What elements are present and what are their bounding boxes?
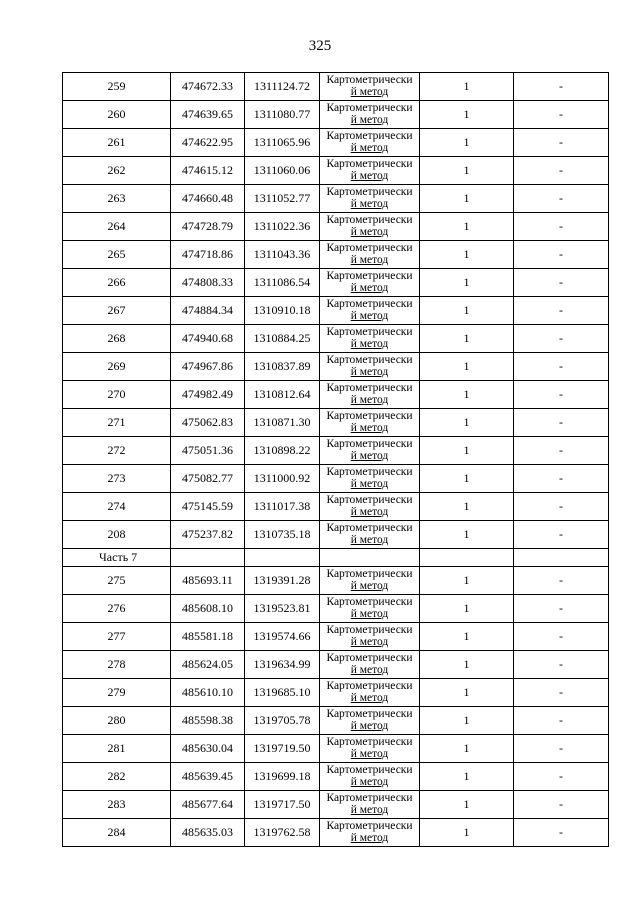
description-cell: - xyxy=(514,381,609,409)
y-coordinate-cell: 1310884.25 xyxy=(245,325,320,353)
accuracy-cell: 1 xyxy=(420,353,514,381)
method-text-line1: Картометрически xyxy=(326,596,413,608)
point-number-cell: 273 xyxy=(63,465,171,493)
method-text-line1: Картометрически xyxy=(326,326,413,338)
method-text-line1: Картометрически xyxy=(326,820,413,832)
accuracy-cell: 1 xyxy=(420,521,514,549)
description-cell: - xyxy=(514,325,609,353)
table-row xyxy=(63,381,609,409)
point-number-cell: 271 xyxy=(63,409,171,437)
empty-cell xyxy=(245,549,320,567)
method-text-line1: Картометрически xyxy=(326,298,413,310)
accuracy-cell: 1 xyxy=(420,185,514,213)
accuracy-cell: 1 xyxy=(420,651,514,679)
method-cell xyxy=(320,213,420,241)
point-number-cell: 262 xyxy=(63,157,171,185)
description-cell: - xyxy=(514,297,609,325)
y-coordinate-cell: 1311086.54 xyxy=(245,269,320,297)
method-text-line2: й метод xyxy=(350,226,389,238)
method-text-line1: Картометрически xyxy=(326,102,413,114)
accuracy-cell: 1 xyxy=(420,73,514,101)
x-coordinate-cell: 475145.59 xyxy=(171,493,245,521)
table-row xyxy=(63,521,609,549)
method-cell xyxy=(320,679,420,707)
method-text-line1: Картометрически xyxy=(326,792,413,804)
method-text-line2: й метод xyxy=(350,506,389,518)
x-coordinate-cell: 474639.65 xyxy=(171,101,245,129)
table-row xyxy=(63,297,609,325)
empty-cell xyxy=(514,549,609,567)
point-number-cell: 263 xyxy=(63,185,171,213)
x-coordinate-cell: 475051.36 xyxy=(171,437,245,465)
point-number-cell: 284 xyxy=(63,819,171,847)
point-number-cell: 266 xyxy=(63,269,171,297)
method-cell xyxy=(320,157,420,185)
y-coordinate-cell: 1310735.18 xyxy=(245,521,320,549)
point-number-cell: 208 xyxy=(63,521,171,549)
x-coordinate-cell: 475237.82 xyxy=(171,521,245,549)
method-text-line1: Картометрически xyxy=(326,522,413,534)
method-text-line2: й метод xyxy=(350,142,389,154)
accuracy-cell: 1 xyxy=(420,707,514,735)
accuracy-cell: 1 xyxy=(420,465,514,493)
point-number-cell: 280 xyxy=(63,707,171,735)
method-cell xyxy=(320,567,420,595)
accuracy-cell: 1 xyxy=(420,409,514,437)
description-cell: - xyxy=(514,353,609,381)
y-coordinate-cell: 1310812.64 xyxy=(245,381,320,409)
description-cell: - xyxy=(514,595,609,623)
point-number-cell: 265 xyxy=(63,241,171,269)
method-text-line1: Картометрически xyxy=(326,214,413,226)
y-coordinate-cell: 1319391.28 xyxy=(245,567,320,595)
method-cell xyxy=(320,409,420,437)
point-number-cell: 264 xyxy=(63,213,171,241)
table-row xyxy=(63,763,609,791)
table-row xyxy=(63,353,609,381)
table-row xyxy=(63,567,609,595)
method-text-line1: Картометрически xyxy=(326,158,413,170)
method-text-line2: й метод xyxy=(350,450,389,462)
table-row xyxy=(63,157,609,185)
method-cell xyxy=(320,623,420,651)
method-text-line2: й метод xyxy=(350,254,389,266)
x-coordinate-cell: 485677.64 xyxy=(171,791,245,819)
x-coordinate-cell: 485598.38 xyxy=(171,707,245,735)
y-coordinate-cell: 1311000.92 xyxy=(245,465,320,493)
x-coordinate-cell: 474660.48 xyxy=(171,185,245,213)
accuracy-cell: 1 xyxy=(420,297,514,325)
method-text-line2: й метод xyxy=(350,748,389,760)
method-text-line2: й метод xyxy=(350,580,389,592)
description-cell: - xyxy=(514,735,609,763)
method-text-line2: й метод xyxy=(350,534,389,546)
method-cell xyxy=(320,437,420,465)
description-cell: - xyxy=(514,763,609,791)
method-text-line1: Картометрически xyxy=(326,466,413,478)
table-row xyxy=(63,791,609,819)
x-coordinate-cell: 474940.68 xyxy=(171,325,245,353)
method-text-line1: Картометрически xyxy=(326,130,413,142)
method-text-line1: Картометрически xyxy=(326,568,413,580)
description-cell: - xyxy=(514,157,609,185)
method-text-line2: й метод xyxy=(350,804,389,816)
y-coordinate-cell: 1319705.78 xyxy=(245,707,320,735)
y-coordinate-cell: 1310837.89 xyxy=(245,353,320,381)
accuracy-cell: 1 xyxy=(420,623,514,651)
y-coordinate-cell: 1310871.30 xyxy=(245,409,320,437)
x-coordinate-cell: 485635.03 xyxy=(171,819,245,847)
accuracy-cell: 1 xyxy=(420,819,514,847)
empty-cell xyxy=(171,549,245,567)
point-number-cell: 279 xyxy=(63,679,171,707)
method-cell xyxy=(320,353,420,381)
table-row xyxy=(63,213,609,241)
method-text-line1: Картометрически xyxy=(326,242,413,254)
accuracy-cell: 1 xyxy=(420,381,514,409)
y-coordinate-cell: 1311043.36 xyxy=(245,241,320,269)
table-row xyxy=(63,241,609,269)
description-cell: - xyxy=(514,241,609,269)
x-coordinate-cell: 474728.79 xyxy=(171,213,245,241)
description-cell: - xyxy=(514,493,609,521)
method-text-line1: Картометрически xyxy=(326,494,413,506)
method-cell xyxy=(320,707,420,735)
x-coordinate-cell: 474982.49 xyxy=(171,381,245,409)
y-coordinate-cell: 1319717.50 xyxy=(245,791,320,819)
x-coordinate-cell: 485610.10 xyxy=(171,679,245,707)
accuracy-cell: 1 xyxy=(420,595,514,623)
description-cell: - xyxy=(514,465,609,493)
x-coordinate-cell: 474622.95 xyxy=(171,129,245,157)
accuracy-cell: 1 xyxy=(420,437,514,465)
table-row xyxy=(63,325,609,353)
method-text-line2: й метод xyxy=(350,608,389,620)
method-cell xyxy=(320,735,420,763)
point-number-cell: 267 xyxy=(63,297,171,325)
point-number-cell: 261 xyxy=(63,129,171,157)
accuracy-cell: 1 xyxy=(420,735,514,763)
y-coordinate-cell: 1311080.77 xyxy=(245,101,320,129)
x-coordinate-cell: 485624.05 xyxy=(171,651,245,679)
method-cell xyxy=(320,73,420,101)
description-cell: - xyxy=(514,437,609,465)
table-row xyxy=(63,437,609,465)
point-number-cell: 270 xyxy=(63,381,171,409)
table-row xyxy=(63,595,609,623)
method-cell xyxy=(320,241,420,269)
table-row xyxy=(63,73,609,101)
accuracy-cell: 1 xyxy=(420,493,514,521)
description-cell: - xyxy=(514,623,609,651)
point-number-cell: 281 xyxy=(63,735,171,763)
table-row xyxy=(63,269,609,297)
y-coordinate-cell: 1311065.96 xyxy=(245,129,320,157)
table-row xyxy=(63,679,609,707)
method-text-line2: й метод xyxy=(350,692,389,704)
x-coordinate-cell: 474884.34 xyxy=(171,297,245,325)
method-text-line1: Картометрически xyxy=(326,410,413,422)
empty-cell xyxy=(320,549,420,567)
method-text-line1: Картометрически xyxy=(326,764,413,776)
method-text-line2: й метод xyxy=(350,170,389,182)
y-coordinate-cell: 1319699.18 xyxy=(245,763,320,791)
table-row xyxy=(63,101,609,129)
description-cell: - xyxy=(514,567,609,595)
table-row xyxy=(63,493,609,521)
accuracy-cell: 1 xyxy=(420,213,514,241)
table-row xyxy=(63,819,609,847)
x-coordinate-cell: 485608.10 xyxy=(171,595,245,623)
method-cell xyxy=(320,595,420,623)
y-coordinate-cell: 1311060.06 xyxy=(245,157,320,185)
method-cell xyxy=(320,763,420,791)
coordinates-table xyxy=(62,72,609,847)
accuracy-cell: 1 xyxy=(420,269,514,297)
point-number-cell: 278 xyxy=(63,651,171,679)
method-text-line1: Картометрически xyxy=(326,382,413,394)
accuracy-cell: 1 xyxy=(420,157,514,185)
method-text-line1: Картометрически xyxy=(326,354,413,366)
point-number-cell: 275 xyxy=(63,567,171,595)
y-coordinate-cell: 1319523.81 xyxy=(245,595,320,623)
method-text-line1: Картометрически xyxy=(326,438,413,450)
method-text-line2: й метод xyxy=(350,310,389,322)
table-body-part-a xyxy=(63,73,609,549)
method-text-line1: Картометрически xyxy=(326,74,413,86)
empty-cell xyxy=(420,549,514,567)
accuracy-cell: 1 xyxy=(420,567,514,595)
point-number-cell: 274 xyxy=(63,493,171,521)
accuracy-cell: 1 xyxy=(420,679,514,707)
description-cell: - xyxy=(514,73,609,101)
description-cell: - xyxy=(514,129,609,157)
x-coordinate-cell: 474672.33 xyxy=(171,73,245,101)
section-label: Часть 7 xyxy=(63,549,171,567)
method-text-line2: й метод xyxy=(350,366,389,378)
x-coordinate-cell: 485630.04 xyxy=(171,735,245,763)
point-number-cell: 259 xyxy=(63,73,171,101)
method-cell xyxy=(320,791,420,819)
x-coordinate-cell: 474718.86 xyxy=(171,241,245,269)
table-row xyxy=(63,735,609,763)
point-number-cell: 269 xyxy=(63,353,171,381)
method-text-line2: й метод xyxy=(350,394,389,406)
x-coordinate-cell: 474615.12 xyxy=(171,157,245,185)
point-number-cell: 272 xyxy=(63,437,171,465)
y-coordinate-cell: 1319685.10 xyxy=(245,679,320,707)
method-text-line2: й метод xyxy=(350,478,389,490)
method-cell xyxy=(320,493,420,521)
description-cell: - xyxy=(514,819,609,847)
accuracy-cell: 1 xyxy=(420,791,514,819)
table-row xyxy=(63,651,609,679)
method-text-line2: й метод xyxy=(350,720,389,732)
description-cell: - xyxy=(514,409,609,437)
method-text-line2: й метод xyxy=(350,338,389,350)
table-row xyxy=(63,129,609,157)
point-number-cell: 276 xyxy=(63,595,171,623)
section-row xyxy=(63,549,609,567)
description-cell: - xyxy=(514,269,609,297)
x-coordinate-cell: 485581.18 xyxy=(171,623,245,651)
y-coordinate-cell: 1319574.66 xyxy=(245,623,320,651)
method-text-line2: й метод xyxy=(350,114,389,126)
method-text-line1: Картометрически xyxy=(326,652,413,664)
accuracy-cell: 1 xyxy=(420,129,514,157)
method-cell xyxy=(320,185,420,213)
x-coordinate-cell: 475062.83 xyxy=(171,409,245,437)
method-cell xyxy=(320,297,420,325)
page-number: 325 xyxy=(308,38,332,54)
y-coordinate-cell: 1319719.50 xyxy=(245,735,320,763)
table-row xyxy=(63,623,609,651)
method-text-line2: й метод xyxy=(350,776,389,788)
description-cell: - xyxy=(514,679,609,707)
method-cell xyxy=(320,101,420,129)
description-cell: - xyxy=(514,707,609,735)
method-cell xyxy=(320,129,420,157)
y-coordinate-cell: 1319762.58 xyxy=(245,819,320,847)
description-cell: - xyxy=(514,521,609,549)
accuracy-cell: 1 xyxy=(420,241,514,269)
method-cell xyxy=(320,819,420,847)
accuracy-cell: 1 xyxy=(420,325,514,353)
method-text-line1: Картометрически xyxy=(326,624,413,636)
y-coordinate-cell: 1310910.18 xyxy=(245,297,320,325)
method-text-line1: Картометрически xyxy=(326,680,413,692)
table-body-section xyxy=(63,549,609,567)
accuracy-cell: 1 xyxy=(420,101,514,129)
method-text-line2: й метод xyxy=(350,282,389,294)
y-coordinate-cell: 1311022.36 xyxy=(245,213,320,241)
method-text-line1: Картометрически xyxy=(326,708,413,720)
description-cell: - xyxy=(514,213,609,241)
method-text-line2: й метод xyxy=(350,86,389,98)
method-text-line2: й метод xyxy=(350,198,389,210)
point-number-cell: 282 xyxy=(63,763,171,791)
point-number-cell: 283 xyxy=(63,791,171,819)
table-body-part-b xyxy=(63,567,609,847)
table-row xyxy=(63,465,609,493)
method-cell xyxy=(320,381,420,409)
method-cell xyxy=(320,651,420,679)
method-cell xyxy=(320,521,420,549)
description-cell: - xyxy=(514,651,609,679)
table-row xyxy=(63,409,609,437)
description-cell: - xyxy=(514,101,609,129)
method-cell xyxy=(320,325,420,353)
method-text-line2: й метод xyxy=(350,664,389,676)
y-coordinate-cell: 1311017.38 xyxy=(245,493,320,521)
table-row xyxy=(63,185,609,213)
y-coordinate-cell: 1319634.99 xyxy=(245,651,320,679)
y-coordinate-cell: 1311124.72 xyxy=(245,73,320,101)
y-coordinate-cell: 1311052.77 xyxy=(245,185,320,213)
point-number-cell: 268 xyxy=(63,325,171,353)
point-number-cell: 277 xyxy=(63,623,171,651)
x-coordinate-cell: 474967.86 xyxy=(171,353,245,381)
method-text-line2: й метод xyxy=(350,422,389,434)
method-text-line1: Картометрически xyxy=(326,270,413,282)
x-coordinate-cell: 485693.11 xyxy=(171,567,245,595)
method-text-line2: й метод xyxy=(350,832,389,844)
description-cell: - xyxy=(514,791,609,819)
accuracy-cell: 1 xyxy=(420,763,514,791)
table-row xyxy=(63,707,609,735)
x-coordinate-cell: 475082.77 xyxy=(171,465,245,493)
x-coordinate-cell: 485639.45 xyxy=(171,763,245,791)
method-cell xyxy=(320,269,420,297)
method-cell xyxy=(320,465,420,493)
method-text-line2: й метод xyxy=(350,636,389,648)
method-text-line1: Картометрически xyxy=(326,186,413,198)
method-text-line1: Картометрически xyxy=(326,736,413,748)
point-number-cell: 260 xyxy=(63,101,171,129)
description-cell: - xyxy=(514,185,609,213)
x-coordinate-cell: 474808.33 xyxy=(171,269,245,297)
y-coordinate-cell: 1310898.22 xyxy=(245,437,320,465)
